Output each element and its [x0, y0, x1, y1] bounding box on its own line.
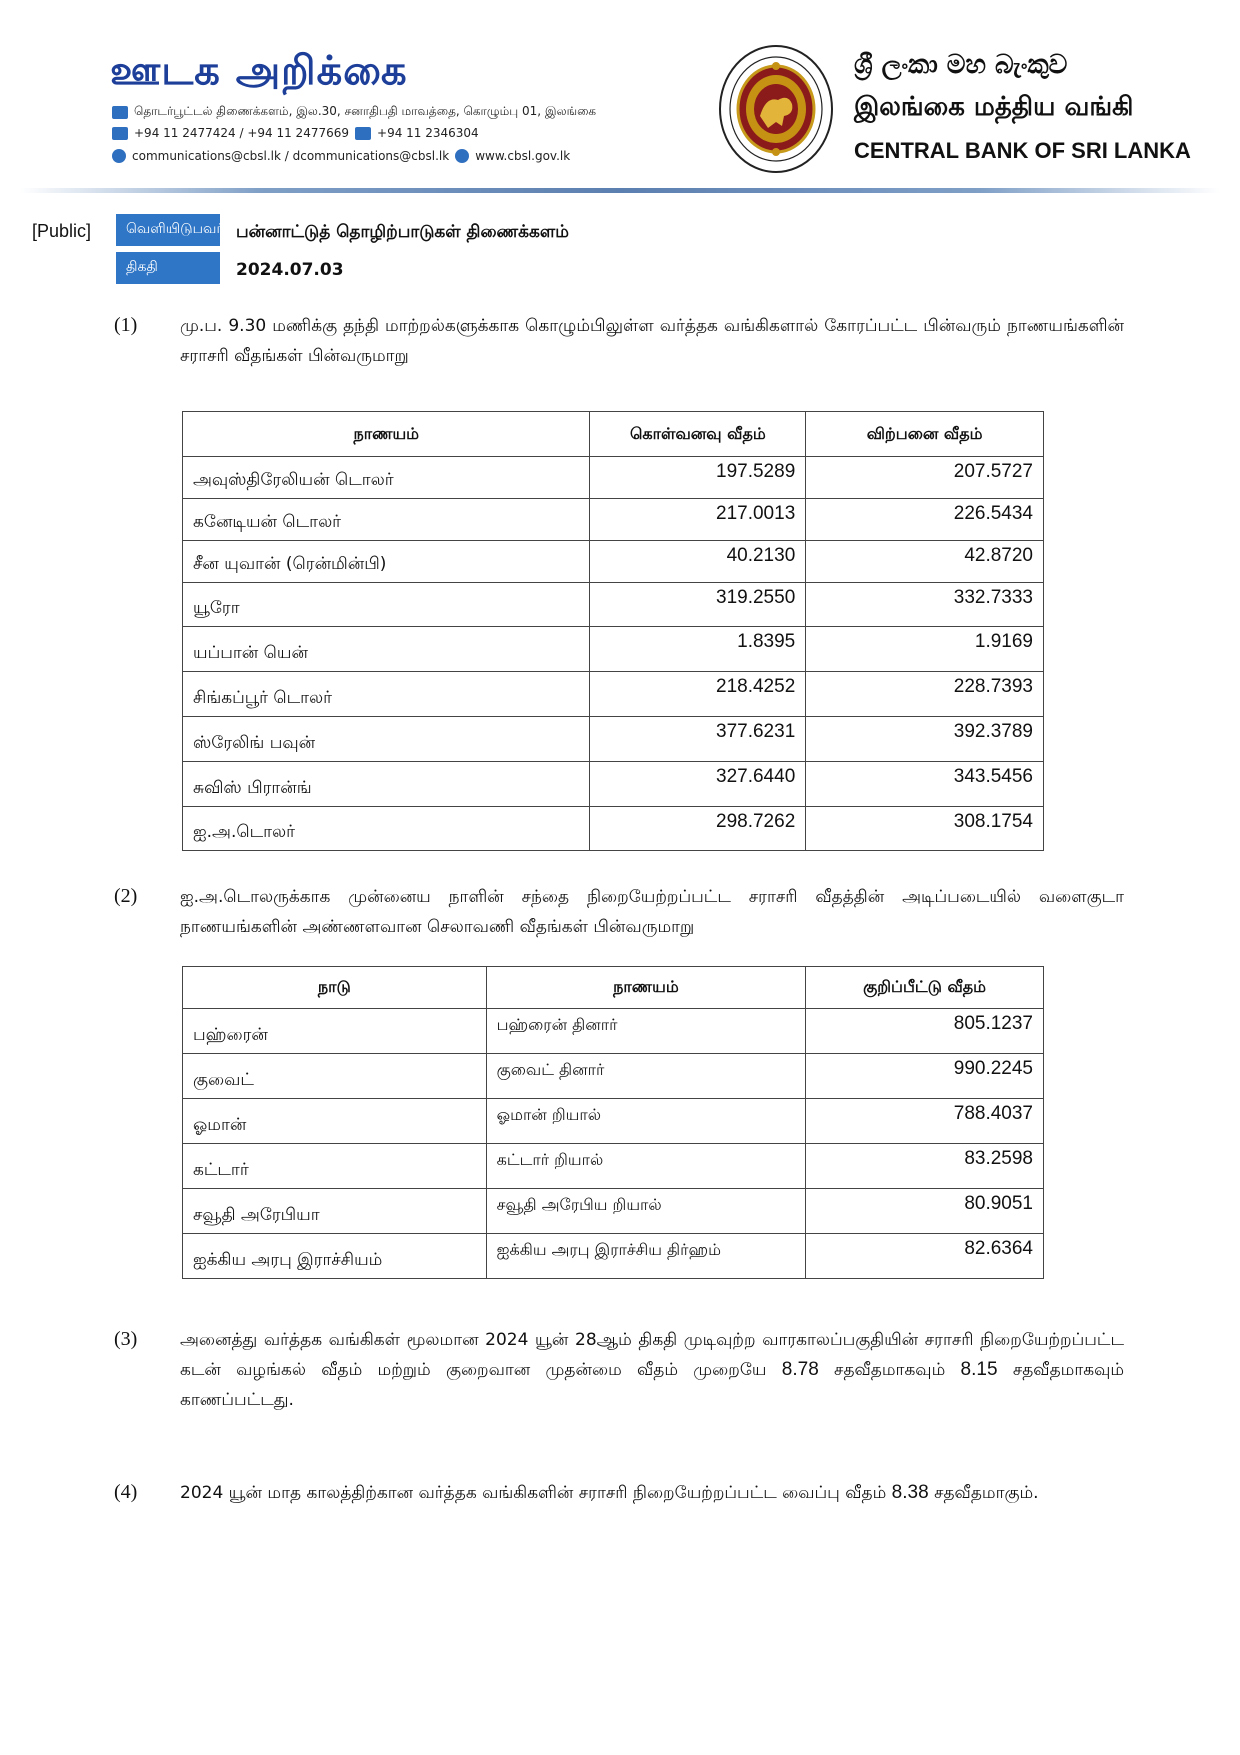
- header-currency: நாணயம்: [183, 412, 590, 457]
- table-row: [183, 807, 1044, 851]
- selling-rate: 226.5434: [806, 499, 1044, 541]
- buying-rate: 327.6440: [590, 762, 806, 807]
- email-icon: [112, 149, 126, 163]
- currency-name: சுவிஸ் பிரான்ங்: [183, 762, 590, 807]
- selling-rate: 343.5456: [806, 762, 1044, 807]
- email-line: [112, 149, 570, 163]
- section-1-text: மு.ப. 9.30 மணிக்கு தந்தி மாற்றல்களுக்காக கொழும்பிலுள்ள வர்த்தக வங்கிகளால் கோரப்பட்ட பின்வரும் நாணயங்களின் சராசரி வீதங்கள் பின்வருமாறு: [180, 316, 1124, 366]
- selling-rate: 392.3789: [806, 717, 1044, 762]
- exchange-rates-table: [182, 411, 1044, 851]
- section-1-number: (1): [114, 314, 138, 336]
- fax-text: +94 11 2346304: [377, 126, 479, 140]
- country-name: ஐக்கிய அரபு இராச்சியம்: [183, 1234, 487, 1279]
- section-3-text-b: சதவீதமாகவும்: [834, 1360, 946, 1380]
- reference-rate: 805.1237: [806, 1009, 1044, 1054]
- currency-name: கனேடியன் டொலர்: [183, 499, 590, 541]
- email-text[interactable]: communications@cbsl.lk / dcommunications@cbsl.lk: [132, 149, 450, 163]
- section-2-text: ஐ.அ.டொலருக்காக முன்னைய நாளின் சந்தை நிறையேற்றப்பட்ட சராசரி வீதத்தின் அடிப்படையில் வளைகுடா நாணயங்களின் அண்ணளவான செலாவணி வீதங்கள் பின்வருமாறு: [180, 887, 1124, 937]
- lending-rate-value: 8.78: [781, 1359, 819, 1380]
- table-row: [183, 627, 1044, 672]
- reference-rate: 788.4037: [806, 1099, 1044, 1144]
- header-currency: நாணயம்: [486, 967, 806, 1009]
- buying-rate: 218.4252: [590, 672, 806, 717]
- reference-rate: 83.2598: [806, 1144, 1044, 1189]
- currency-name: பஹ்ரைன் தினார்: [486, 1009, 806, 1054]
- bank-name-english: CENTRAL BANK OF SRI LANKA: [854, 138, 1191, 163]
- buying-rate: 197.5289: [590, 457, 806, 499]
- table-row: [183, 1009, 1044, 1054]
- buying-rate: 217.0013: [590, 499, 806, 541]
- currency-name: ஐ.அ.டொலர்: [183, 807, 590, 851]
- section-2-number: (2): [114, 885, 138, 907]
- buying-rate: 1.8395: [590, 627, 806, 672]
- section-4-number: (4): [114, 1481, 138, 1503]
- selling-rate: 42.8720: [806, 541, 1044, 583]
- prime-rate-value: 8.15: [960, 1359, 998, 1380]
- deposit-rate-value: 8.38: [891, 1482, 929, 1503]
- table-row: [183, 583, 1044, 627]
- date-value: 2024.07.03: [236, 260, 344, 280]
- table-row: [183, 672, 1044, 717]
- selling-rate: 1.9169: [806, 627, 1044, 672]
- currency-name: ஸ்ரேலிங் பவுன்: [183, 717, 590, 762]
- selling-rate: 308.1754: [806, 807, 1044, 851]
- reference-rate: 80.9051: [806, 1189, 1044, 1234]
- table-row: [183, 1099, 1044, 1144]
- currency-name: யூரோ: [183, 583, 590, 627]
- table-row: [183, 1189, 1044, 1234]
- currency-name: குவைட் தினார்: [486, 1054, 806, 1099]
- date-label: திகதி: [116, 252, 220, 284]
- phone-text: +94 11 2477424 / +94 11 2477669: [134, 126, 350, 140]
- country-name: குவைட்: [183, 1054, 487, 1099]
- section-3-text: [180, 1325, 1124, 1415]
- issued-by-label: வெளியிடுபவர்: [116, 214, 220, 246]
- reference-rate: 990.2245: [806, 1054, 1044, 1099]
- section-3-number: (3): [114, 1328, 138, 1350]
- table-row: [183, 1234, 1044, 1279]
- table-row: [183, 1054, 1044, 1099]
- table-row: [183, 1144, 1044, 1189]
- website-text[interactable]: www.cbsl.gov.lk: [475, 149, 571, 163]
- country-name: கட்டார்: [183, 1144, 487, 1189]
- header-country: நாடு: [183, 967, 487, 1009]
- section-4-text-a: 2024 யூன் மாத காலத்திற்கான வர்த்தக வங்கிகளின் சராசரி நிறையேற்றப்பட்ட வைப்பு வீதம்: [180, 1483, 887, 1503]
- bank-name-tamil: இலங்கை மத்திய வங்கி: [854, 92, 1134, 122]
- section-3-text-a: அனைத்து வர்த்தக வங்கிகள் மூலமான 2024 யூன் 28ஆம் திகதி முடிவுற்ற வாரகாலப்பகுதியின் சராசரி நிறையேற்றப்பட்ட கடன் வழங்கல் வீதம் மற்றும் குறைவான முதன்மை வீதம் முறையே: [180, 1330, 1124, 1380]
- currency-name: சீன யுவான் (ரென்மின்பி): [183, 541, 590, 583]
- media-release-title: ஊடக அறிக்கை: [110, 48, 408, 94]
- currency-name: ஐக்கிய அரபு இராச்சிய திர்ஹம்: [486, 1234, 806, 1279]
- currency-name: ஓமான் றியால்: [486, 1099, 806, 1144]
- phone-line: [112, 126, 479, 140]
- buying-rate: 298.7262: [590, 807, 806, 851]
- currency-name: சவூதி அரேபிய றியால்: [486, 1189, 806, 1234]
- buying-rate: 377.6231: [590, 717, 806, 762]
- country-name: ஓமான்: [183, 1099, 487, 1144]
- header-buying-rate: கொள்வனவு வீதம்: [590, 412, 806, 457]
- address-text: தொடர்பூட்டல் திணைக்களம், இல.30, சனாதிபதி மாவத்தை, கொழும்பு 01, இலங்கை: [134, 104, 597, 118]
- section-3-text-c: சதவீதமாகவும் காணப்பட்டது.: [180, 1360, 1125, 1410]
- header-selling-rate: விற்பனை வீதம்: [806, 412, 1044, 457]
- header-reference-rate: குறிப்பீட்டு வீதம்: [806, 967, 1044, 1009]
- currency-name: கட்டார் றியால்: [486, 1144, 806, 1189]
- reference-rate: 82.6364: [806, 1234, 1044, 1279]
- issued-by-value: பன்னாட்டுத் தொழிற்பாடுகள் திணைக்களம்: [236, 222, 569, 242]
- selling-rate: 228.7393: [806, 672, 1044, 717]
- table-row: [183, 457, 1044, 499]
- address-line: [112, 104, 596, 120]
- currency-name: சிங்கப்பூர் டொலர்: [183, 672, 590, 717]
- currency-name: அவுஸ்திரேலியன் டொலர்: [183, 457, 590, 499]
- cbsl-seal-logo: [718, 44, 834, 174]
- table-header-row: [183, 412, 1044, 457]
- header-divider: [20, 188, 1220, 193]
- table-row: [183, 541, 1044, 583]
- classification-label: [Public]: [32, 221, 92, 241]
- globe-icon: [455, 149, 469, 163]
- buying-rate: 319.2550: [590, 583, 806, 627]
- phone-icon: [112, 127, 128, 140]
- section-4-text-b: சதவீதமாகும்.: [934, 1483, 1039, 1503]
- section-4-text: [180, 1478, 1124, 1508]
- bank-name-sinhala: ශ්‍රී ලංකා මහ බැංකුව: [854, 50, 1068, 80]
- fax-icon: [355, 127, 371, 140]
- country-name: பஹ்ரைன்: [183, 1009, 487, 1054]
- buying-rate: 40.2130: [590, 541, 806, 583]
- gulf-currency-table: [182, 966, 1044, 1279]
- selling-rate: 207.5727: [806, 457, 1044, 499]
- table-row: [183, 499, 1044, 541]
- table-header-row: [183, 967, 1044, 1009]
- selling-rate: 332.7333: [806, 583, 1044, 627]
- table-row: [183, 717, 1044, 762]
- currency-name: யப்பான் யென்: [183, 627, 590, 672]
- mail-icon: [112, 106, 128, 119]
- table-row: [183, 762, 1044, 807]
- country-name: சவூதி அரேபியா: [183, 1189, 487, 1234]
